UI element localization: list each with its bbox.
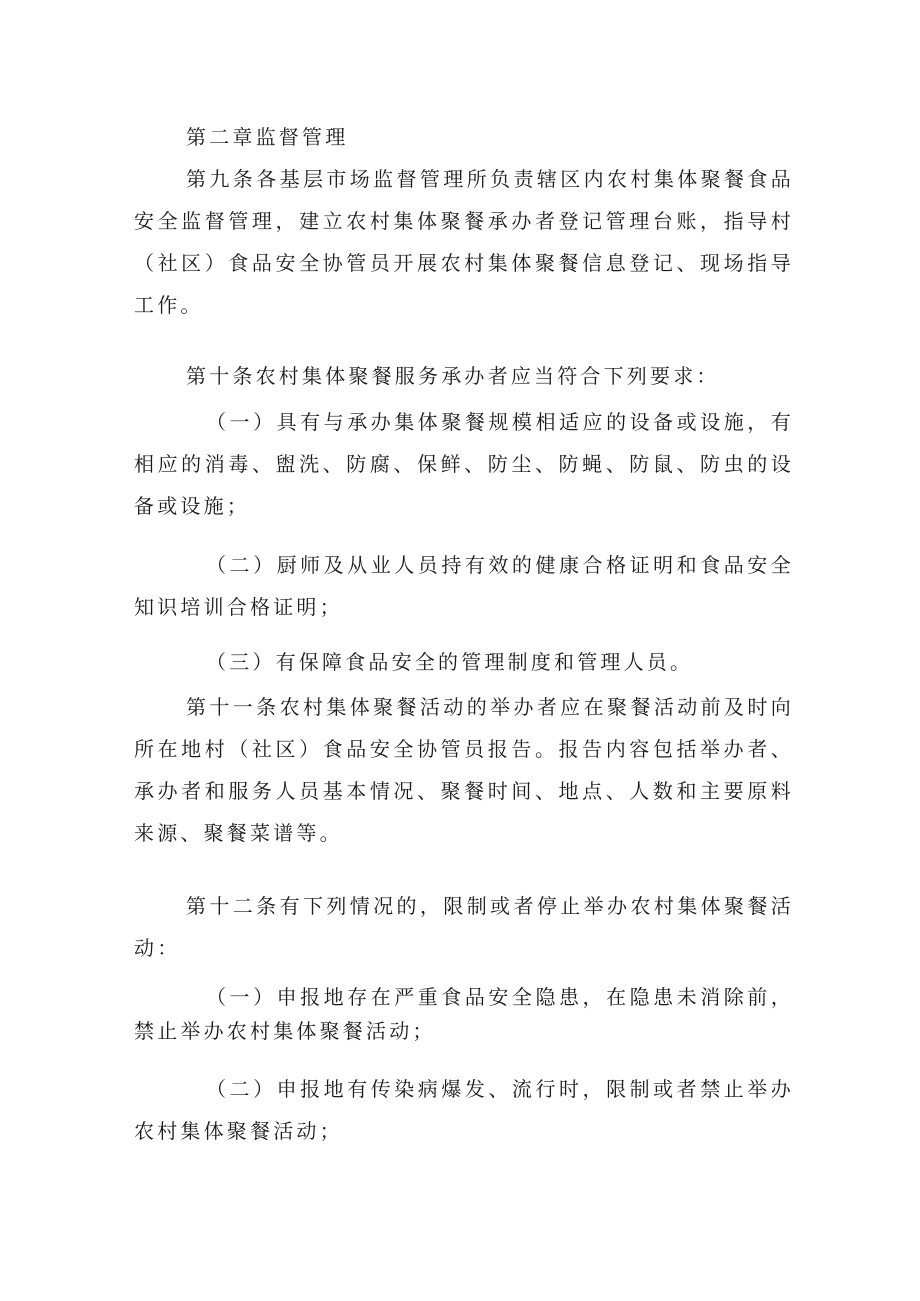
article-10-item-1: （一）具有与承办集体聚餐规模相适应的设备或设施，有相应的消毒、盥洗、防腐、保鲜、防尘、防蝇、防鼠、防虫的设备或设施； xyxy=(134,410,794,518)
article-10-item-2: （二）厨师及从业人员持有效的健康合格证明和食品安全知识培训合格证明； xyxy=(134,553,794,619)
article-9-paragraph: 第九条各基层市场监督管理所负责辖区内农村集体聚餐食品安全监督管理，建立农村集体聚餐承办者登记管理台账，指导村（社区）食品安全协管员开展农村集体聚餐信息登记、现场指导工作。 xyxy=(134,167,794,317)
article-11-paragraph: 第十一条农村集体聚餐活动的举办者应在聚餐活动前及时向所在地村（社区）食品安全协管员报告。报告内容包括举办者、承办者和服务人员基本情况、聚餐时间、地点、人数和主要原料来源、聚餐菜谱等。 xyxy=(134,695,794,845)
article-10-item-3: （三）有保障食品安全的管理制度和管理人员。 xyxy=(206,650,694,674)
chapter-heading: 第二章监督管理 xyxy=(186,125,349,149)
article-10-paragraph: 第十条农村集体聚餐服务承办者应当符合下列要求： xyxy=(186,364,720,388)
article-12-item-2: （二）申报地有传染病爆发、流行时，限制或者禁止举办农村集体聚餐活动； xyxy=(134,1077,794,1143)
article-12-item-1: （一）申报地存在严重食品安全隐患，在隐患未消除前，禁止举办农村集体聚餐活动； xyxy=(134,985,794,1043)
article-12-paragraph: 第十二条有下列情况的，限制或者停止举办农村集体聚餐活动： xyxy=(134,894,794,960)
